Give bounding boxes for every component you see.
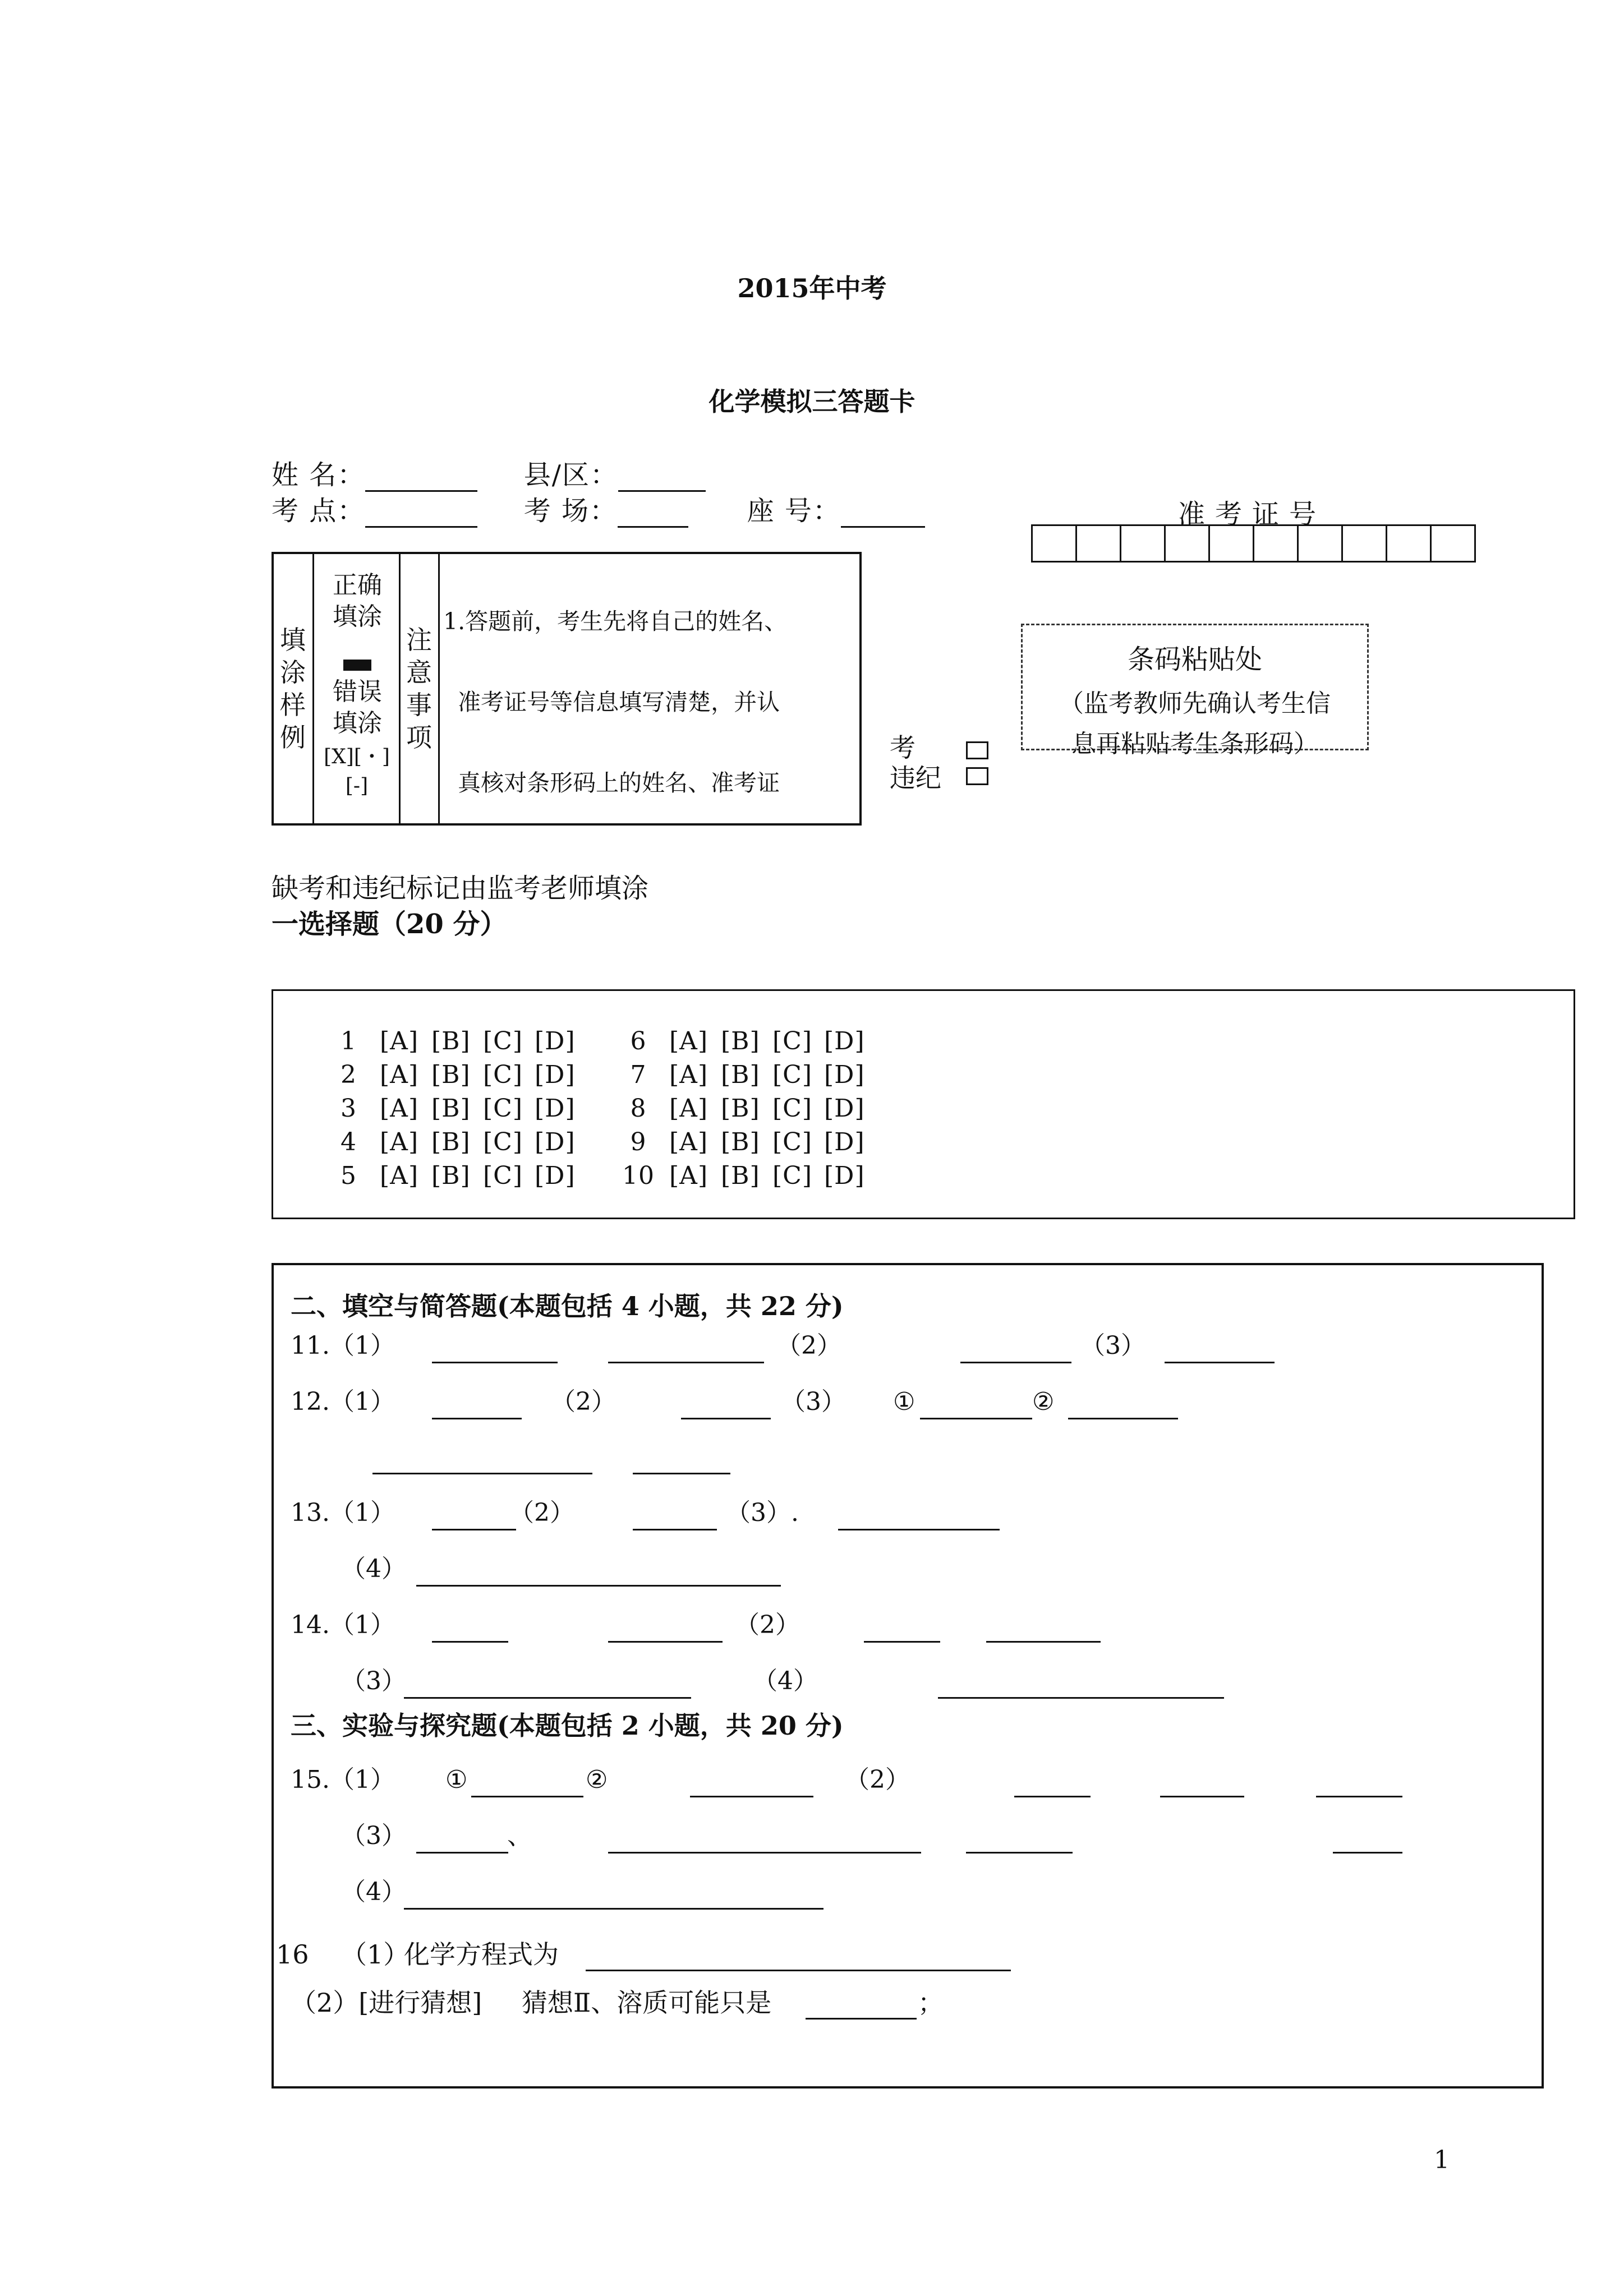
ticket-cell[interactable]: [1121, 526, 1166, 561]
option-d[interactable]: [D]: [535, 1094, 576, 1123]
choice-row: [341, 1126, 876, 1159]
question-number: 10: [622, 1161, 655, 1190]
option-d[interactable]: [D]: [535, 1161, 576, 1190]
q13-number: 13.: [291, 1499, 330, 1527]
name-row: [272, 453, 706, 492]
sample-col-marks: [314, 554, 401, 823]
barcode-title: 条码粘贴处: [1127, 644, 1262, 675]
site-row: [272, 489, 925, 528]
q14-blank[interactable]: [986, 1641, 1101, 1643]
ticket-cell[interactable]: [1387, 526, 1432, 561]
correct-fill-mark-icon: [343, 660, 371, 671]
q15-blank[interactable]: [471, 1796, 583, 1797]
q14-blank[interactable]: [938, 1697, 1224, 1699]
option-d[interactable]: [D]: [535, 1027, 576, 1055]
q13-part2: （2）: [509, 1499, 574, 1527]
q12-part1: （1）: [330, 1387, 395, 1416]
question-number: 5: [341, 1161, 357, 1190]
ticket-cell[interactable]: [1432, 526, 1474, 561]
section3-title: 三、实验与探究题(本题包括 2 小题，共 20 分): [291, 1711, 844, 1741]
option-c[interactable]: [C]: [483, 1094, 523, 1123]
q11-number: 11.: [291, 1331, 330, 1360]
q16-part2-end: ；: [918, 1988, 944, 2018]
option-c[interactable]: [C]: [483, 1061, 523, 1089]
option-a[interactable]: [A]: [669, 1128, 709, 1156]
q13-blank[interactable]: [416, 1585, 781, 1587]
q13-part4: （4）: [341, 1555, 406, 1583]
q12-blank[interactable]: [633, 1473, 730, 1474]
room-field[interactable]: [618, 526, 688, 528]
q11-blank[interactable]: [1165, 1362, 1275, 1363]
q14-blank[interactable]: [432, 1641, 508, 1643]
q16-part1: （1）: [341, 1939, 410, 1970]
option-a[interactable]: [A]: [669, 1061, 709, 1089]
ticket-number-boxes[interactable]: [1031, 524, 1476, 563]
q14-number: 14.: [291, 1611, 330, 1639]
sample-col-label: [274, 554, 314, 823]
q12-part2: （2）: [551, 1387, 616, 1416]
ticket-cell[interactable]: [1077, 526, 1121, 561]
q14-blank[interactable]: [404, 1697, 691, 1699]
option-a[interactable]: [A]: [380, 1161, 419, 1190]
section1-title: 一选择题（20 分）: [272, 909, 507, 940]
q11-blank[interactable]: [432, 1362, 558, 1363]
site-field[interactable]: [365, 526, 477, 528]
absent-label: 考: [890, 732, 915, 763]
ticket-cell[interactable]: [1210, 526, 1254, 561]
option-c[interactable]: [C]: [772, 1027, 812, 1055]
seat-label: 座 号：: [747, 495, 841, 527]
fill-sample-table: [272, 552, 862, 826]
option-a[interactable]: [A]: [669, 1094, 709, 1123]
q12-number: 12.: [291, 1387, 330, 1416]
q15-blank[interactable]: [966, 1852, 1073, 1854]
county-label: 县/区：: [523, 459, 618, 491]
ticket-cell[interactable]: [1299, 526, 1343, 561]
option-b[interactable]: [B]: [721, 1094, 760, 1123]
option-d[interactable]: [D]: [824, 1061, 865, 1089]
question-number: 1: [341, 1027, 357, 1055]
q12-blank[interactable]: [372, 1473, 592, 1474]
q14-blank[interactable]: [608, 1641, 723, 1643]
violation-label: 违纪: [890, 763, 941, 793]
ticket-cell[interactable]: [1166, 526, 1210, 561]
violation-checkbox[interactable]: [966, 767, 988, 785]
question-number: 6: [630, 1027, 647, 1055]
question-number: 7: [630, 1061, 647, 1089]
q13-blank[interactable]: [838, 1529, 1000, 1530]
q15-separator: 、: [507, 1822, 532, 1850]
notice-line: 真核对条形码上的姓名、准考证: [443, 769, 780, 796]
q14-part2: （2）: [735, 1611, 800, 1639]
q16-part2: （2）[进行猜想]: [291, 1988, 482, 2018]
choice-row: [341, 1092, 876, 1126]
question-number: 3: [341, 1094, 357, 1123]
absent-checkbox[interactable]: [966, 741, 988, 759]
option-b[interactable]: [B]: [721, 1061, 760, 1089]
choice-row: [341, 1025, 876, 1058]
notice-line: 1.答题前，考生先将自己的姓名、: [443, 608, 788, 635]
option-d[interactable]: [D]: [824, 1128, 865, 1156]
ticket-cell[interactable]: [1343, 526, 1387, 561]
option-d[interactable]: [D]: [535, 1128, 576, 1156]
q15-circle-2: ②: [586, 1765, 608, 1794]
q11-part1: （1）: [330, 1331, 395, 1360]
option-b[interactable]: [B]: [431, 1094, 471, 1123]
q11-blank[interactable]: [960, 1362, 1071, 1363]
q14-part1: （1）: [330, 1611, 395, 1639]
ticket-cell[interactable]: [1033, 526, 1077, 561]
q11-blank[interactable]: [608, 1362, 764, 1363]
option-c[interactable]: [C]: [772, 1161, 812, 1190]
option-d[interactable]: [D]: [824, 1027, 865, 1055]
sample-col-notice: [401, 554, 440, 823]
option-c[interactable]: [C]: [772, 1061, 812, 1089]
option-c[interactable]: [C]: [483, 1128, 523, 1156]
section2-title: 二、填空与简答题(本题包括 4 小题，共 22 分): [291, 1291, 844, 1321]
option-b[interactable]: [B]: [431, 1027, 471, 1055]
q12-circle-2: ②: [1032, 1387, 1055, 1416]
q11-part3: （3）: [1080, 1331, 1145, 1360]
q15-blank[interactable]: [1333, 1852, 1402, 1854]
q16-part2-text: 猜想Ⅱ、溶质可能只是: [522, 1988, 772, 2018]
option-a[interactable]: [A]: [380, 1094, 419, 1123]
question-number: 4: [341, 1128, 357, 1156]
question-number: 2: [341, 1061, 357, 1089]
q15-blank[interactable]: [1316, 1796, 1402, 1797]
notice-text: [443, 554, 858, 826]
q12-blank[interactable]: [681, 1418, 771, 1419]
option-c[interactable]: [C]: [483, 1161, 523, 1190]
option-a[interactable]: [A]: [380, 1128, 419, 1156]
q16-number: 16: [276, 1939, 309, 1970]
q16-blank[interactable]: [806, 2018, 917, 2020]
barcode-paste-area: [1021, 624, 1369, 758]
q16-blank[interactable]: [586, 1970, 1011, 1971]
q15-number: 15.: [291, 1765, 330, 1794]
ticket-cell[interactable]: [1254, 526, 1299, 561]
q14-blank[interactable]: [864, 1641, 940, 1643]
q15-blank[interactable]: [1160, 1796, 1244, 1797]
option-d[interactable]: [D]: [824, 1161, 865, 1190]
correct-fill-label: 正确填涂: [333, 571, 382, 631]
q13-part3: （3）.: [726, 1499, 799, 1527]
option-b[interactable]: [B]: [431, 1161, 471, 1190]
ticket-number-label: 准考证号: [1178, 499, 1327, 530]
name-label: 姓 名：: [272, 459, 366, 491]
choice-answer-area: [272, 989, 1575, 1219]
q15-blank[interactable]: [1014, 1796, 1091, 1797]
q14-part3: （3）: [341, 1667, 406, 1695]
option-d[interactable]: [D]: [824, 1094, 865, 1123]
choice-row: [341, 1058, 876, 1092]
q15-blank[interactable]: [608, 1852, 921, 1854]
q13-blank[interactable]: [633, 1529, 717, 1530]
page-number: 1: [1434, 2146, 1450, 2174]
notice-line: 准考证号等信息填写清楚，并认: [443, 689, 780, 716]
option-a[interactable]: [A]: [669, 1161, 709, 1190]
answer-area: [272, 1263, 1544, 2088]
q15-part4: （4）: [341, 1878, 406, 1906]
option-a[interactable]: [A]: [380, 1027, 419, 1055]
q11-part2: （2）: [776, 1331, 841, 1360]
question-number: 9: [630, 1128, 647, 1156]
choice-row: [341, 1159, 876, 1193]
choice-grid: [341, 1025, 876, 1193]
option-a[interactable]: [A]: [669, 1027, 709, 1055]
q12-blank[interactable]: [432, 1418, 522, 1419]
barcode-note-line: （监考教师先确认考生信: [1059, 689, 1331, 718]
q15-blank[interactable]: [416, 1852, 508, 1854]
option-c[interactable]: [C]: [772, 1128, 812, 1156]
q12-circle-1: ①: [893, 1387, 915, 1416]
q13-part1: （1）: [330, 1499, 395, 1527]
q14-part4: （4）: [753, 1667, 818, 1695]
q13-blank[interactable]: [432, 1529, 516, 1530]
wrong-fill-label: 错误填涂: [333, 677, 382, 737]
option-b[interactable]: [B]: [721, 1161, 760, 1190]
fill-sample-label: 填涂样例: [280, 625, 306, 753]
q16-part1-text: 化学方程式为: [404, 1939, 559, 1970]
site-label: 考 点：: [272, 495, 366, 527]
notice-label: 注意事项: [406, 625, 432, 753]
option-b[interactable]: [B]: [721, 1128, 760, 1156]
seat-field[interactable]: [841, 526, 925, 528]
marks-note: 缺考和违纪标记由监考老师填涂: [272, 873, 649, 904]
q12-blank[interactable]: [1068, 1418, 1178, 1419]
q15-circle-1: ①: [445, 1765, 468, 1794]
room-label: 考 场：: [523, 495, 618, 527]
card-subtitle: 化学模拟三答题卡: [709, 386, 915, 417]
q15-part3: （3）: [341, 1822, 406, 1850]
wrong-fill-marks: [X][・][-]: [324, 745, 390, 797]
option-b[interactable]: [B]: [431, 1128, 471, 1156]
option-d[interactable]: [D]: [535, 1061, 576, 1089]
option-a[interactable]: [A]: [380, 1061, 419, 1089]
option-b[interactable]: [B]: [431, 1061, 471, 1089]
option-b[interactable]: [B]: [721, 1027, 760, 1055]
q15-part1: （1）: [330, 1765, 395, 1794]
question-number: 8: [630, 1094, 647, 1123]
page-title: 2015年中考: [737, 273, 887, 303]
q12-part3: （3）: [781, 1387, 846, 1416]
q15-part2: （2）: [845, 1765, 910, 1794]
option-c[interactable]: [C]: [772, 1094, 812, 1123]
q15-blank[interactable]: [404, 1908, 823, 1910]
barcode-note-line: 息再粘贴考生条形码）: [1071, 730, 1318, 758]
option-c[interactable]: [C]: [483, 1027, 523, 1055]
q12-blank[interactable]: [920, 1418, 1032, 1419]
q15-blank[interactable]: [690, 1796, 813, 1797]
